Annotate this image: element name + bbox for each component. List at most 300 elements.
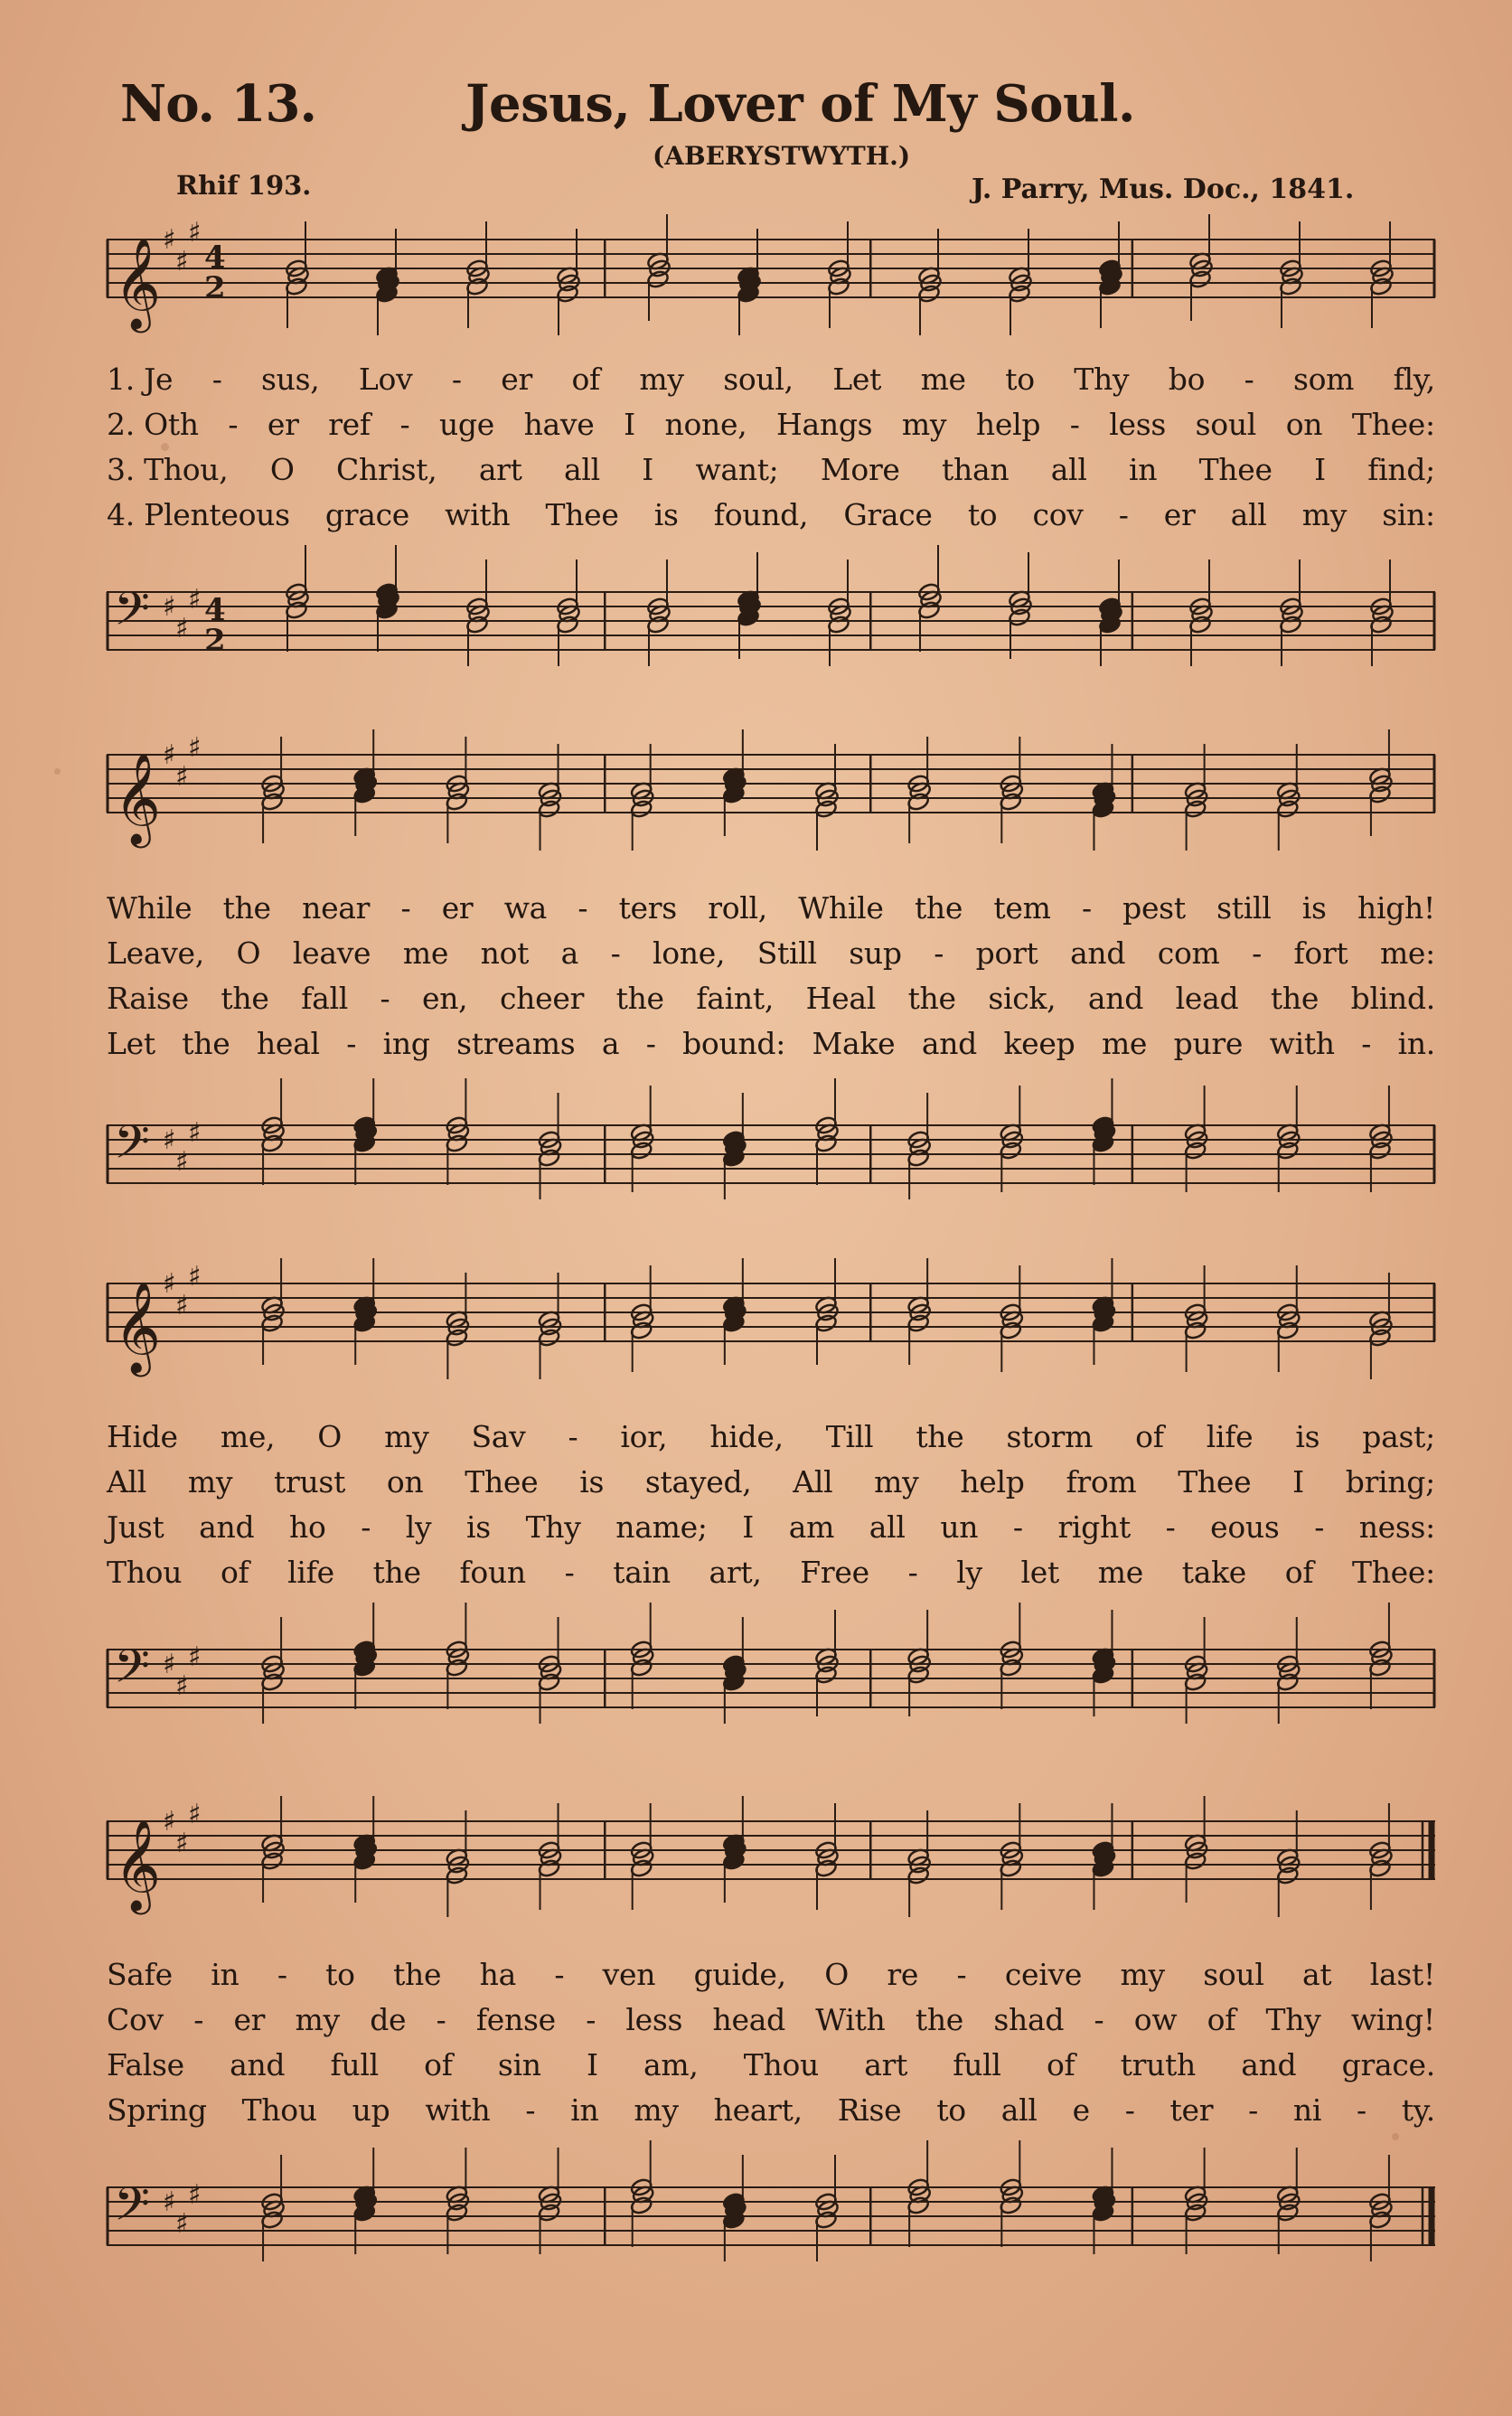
lyric-syllable: all [564, 452, 600, 487]
time-signature-top: 4 [204, 240, 226, 276]
sharp-icon: ♯ [163, 1124, 176, 1156]
lyric-syllable: All [793, 1464, 833, 1499]
lyric-syllable: Grace [843, 497, 933, 532]
tune-name: (ABERYSTWYTH.) [653, 141, 911, 171]
sharp-icon: ♯ [188, 732, 202, 764]
bass-clef-icon: 𝄢 [114, 1639, 150, 1705]
lyric-syllable: leave [292, 935, 371, 971]
lyric-syllable: fall [301, 981, 348, 1016]
lyric-syllable: and [1087, 981, 1144, 1016]
hyphen: - [451, 362, 462, 397]
lyric-syllable: pure [1173, 1026, 1244, 1061]
lyric-syllable: at [1302, 1957, 1332, 1992]
lyric-syllable: Thou [743, 2047, 819, 2082]
lyric-syllable: near [302, 890, 371, 926]
hyphen: - [399, 407, 410, 442]
lyric-syllable: Just [107, 1509, 164, 1545]
lyric-syllable: my [295, 2002, 340, 2037]
hyphen: - [1118, 497, 1129, 532]
lyric-syllable: head [712, 2002, 785, 2037]
hyphen: - [645, 1026, 656, 1061]
sharp-icon: ♯ [188, 1117, 202, 1149]
lyric-syllable: and [199, 1509, 255, 1545]
lyric-syllable: ven [602, 1957, 656, 1992]
paper-spot [54, 768, 61, 775]
lyric-syllable: ho [288, 1509, 326, 1545]
lyric-syllable: er [441, 890, 474, 926]
lyric-syllable: I [642, 452, 654, 487]
lyric-syllable: de [370, 2002, 407, 2037]
lyric-syllable: life [287, 1555, 334, 1590]
lyric-syllable: Thy [1074, 362, 1130, 397]
lyric-syllable: a [560, 935, 579, 971]
lyric-syllable: Thy [1265, 2002, 1321, 2037]
lyric-line-verse-4 [107, 1555, 1435, 1590]
hymn-title: Jesus, Lover of My Soul. [465, 74, 1136, 134]
lyric-syllable: the [221, 981, 269, 1016]
lyric-line-verse-2 [107, 935, 1435, 971]
lyric-syllable: my [1120, 1957, 1165, 1992]
lyric-syllable: O [824, 1957, 850, 1992]
lyric-syllable: foun [459, 1555, 526, 1590]
lyric-syllable: O [236, 935, 261, 971]
lyric-syllable: name; [615, 1509, 708, 1545]
lyric-syllable: bring; [1345, 1464, 1435, 1499]
lyric-syllable: Thou [107, 1555, 183, 1590]
lyric-syllable: streams [456, 1026, 576, 1061]
lyric-syllable: 3. Thou, [107, 452, 229, 487]
lyric-syllable: is [1295, 1419, 1320, 1454]
bass-staff [107, 2147, 1435, 2300]
time-signature-top: 4 [204, 592, 226, 628]
lyric-syllable: Thee [1198, 452, 1273, 487]
lyric-syllable: me [920, 362, 966, 397]
lyric-syllable: I [624, 407, 635, 442]
lyric-syllable: Thee: [1351, 1555, 1435, 1590]
lyric-syllable: I [1314, 452, 1326, 487]
hyphen: - [380, 981, 390, 1016]
lyric-syllable: and [1070, 935, 1126, 971]
lyric-syllable: all [1050, 452, 1087, 487]
lyric-syllable: Raise [107, 981, 189, 1016]
lyric-syllable: on [386, 1464, 424, 1499]
hyphen: - [1165, 1509, 1176, 1545]
lyric-syllable: I [742, 1509, 755, 1545]
lyric-syllable: Cov [107, 2002, 164, 2037]
lyric-line-verse-3 [107, 981, 1435, 1016]
lyric-syllable: a [601, 1026, 620, 1061]
lyric-syllable: let [1020, 1555, 1059, 1590]
hyphen: - [1012, 1509, 1023, 1545]
lyric-syllable: stayed, [644, 1464, 752, 1499]
lyric-syllable: bo [1168, 362, 1206, 397]
lyric-syllable: fort [1293, 935, 1348, 971]
lyric-syllable: the [914, 890, 963, 926]
lyric-syllable: cov [1032, 497, 1084, 532]
sharp-icon: ♯ [163, 1806, 176, 1838]
treble-clef-icon: 𝄞 [114, 1818, 162, 1911]
lyric-syllable: tem [993, 890, 1051, 926]
sharp-icon: ♯ [175, 246, 189, 277]
lyric-syllable: art [478, 452, 522, 487]
lyric-syllable: wing! [1350, 2002, 1435, 2037]
lyric-syllable: in. [1397, 1026, 1435, 1061]
lyric-syllable: up [352, 2092, 390, 2128]
lyric-syllable: re [887, 1957, 919, 1992]
lyric-syllable: help [960, 1464, 1025, 1499]
lyric-syllable: in [1128, 452, 1158, 487]
lyric-syllable: fly, [1393, 362, 1435, 397]
lyric-syllable: faint, [696, 981, 775, 1016]
lyric-line-verse-1 [107, 1957, 1435, 1992]
lyric-syllable: Thee [465, 1464, 539, 1499]
bass-clef-icon: 𝄢 [114, 2176, 150, 2242]
hyphen: - [578, 890, 588, 926]
lyric-syllable: Sav [471, 1419, 526, 1454]
lyric-syllable: the [222, 890, 271, 926]
lyric-syllable: full [330, 2047, 379, 2082]
lyric-syllable: is [466, 1509, 491, 1545]
lyric-syllable: last! [1369, 1957, 1435, 1992]
lyric-syllable: lone, [652, 935, 726, 971]
lyric-syllable: of [1207, 2002, 1236, 2037]
lyric-syllable: ty. [1401, 2092, 1435, 2128]
lyric-syllable: soul [1195, 407, 1257, 442]
lyric-syllable: Let [107, 1026, 155, 1061]
lyric-syllable: ceive [1004, 1957, 1083, 1992]
lyric-syllable: grace. [1341, 2047, 1435, 2082]
hyphen: - [361, 1509, 371, 1545]
hyphen: - [568, 1419, 578, 1454]
lyric-syllable: the [615, 981, 664, 1016]
sharp-icon: ♯ [188, 2179, 202, 2211]
lyric-syllable: less [625, 2002, 683, 2037]
lyric-line-verse-2 [107, 1464, 1435, 1499]
hymn-number: No. 13. [120, 74, 316, 134]
hyphen: - [277, 1957, 287, 1992]
lyric-syllable: er [501, 362, 532, 397]
lyric-syllable: Let [832, 362, 882, 397]
lyric-syllable: Heal [805, 981, 876, 1016]
hyphen: - [1244, 362, 1254, 397]
lyric-syllable: With [815, 2002, 886, 2037]
sharp-icon: ♯ [163, 2186, 176, 2218]
lyric-syllable: art [864, 2047, 908, 2082]
lyric-syllable: Thou [241, 2092, 317, 2128]
hyphen: - [1124, 2092, 1135, 2128]
lyric-syllable: less [1109, 407, 1167, 442]
sharp-icon: ♯ [175, 1670, 189, 1702]
sharp-icon: ♯ [175, 1146, 189, 1178]
lyric-syllable: un [940, 1509, 979, 1545]
lyric-syllable: roll, [708, 890, 767, 926]
lyric-syllable: ter [1169, 2092, 1214, 2128]
lyric-syllable: Till [825, 1419, 874, 1454]
lyric-syllable: take [1181, 1555, 1246, 1590]
lyric-syllable: Hangs [776, 407, 873, 442]
lyric-syllable: all [869, 1509, 906, 1545]
lyric-line-verse-3 [107, 1509, 1435, 1545]
treble-staff [107, 1799, 1435, 1943]
lyric-syllable: Thee: [1351, 407, 1435, 442]
sharp-icon: ♯ [163, 224, 176, 256]
lyric-syllable: heart, [713, 2092, 803, 2128]
lyric-line-verse-1 [107, 1419, 1435, 1454]
sharp-icon: ♯ [175, 1828, 189, 1859]
lyric-syllable: Thee [545, 497, 619, 532]
lyric-syllable: Still [756, 935, 817, 971]
lyric-syllable: with [445, 497, 511, 532]
bass-staff [107, 1609, 1435, 1763]
lyric-syllable: of [1046, 2047, 1075, 2082]
lyric-syllable: sus, [261, 362, 320, 397]
lyric-syllable: right [1057, 1509, 1131, 1545]
lyric-syllable: with [1269, 1026, 1335, 1061]
lyric-syllable: my [384, 1419, 429, 1454]
lyric-syllable: 4. Plenteous [107, 497, 290, 532]
lyric-syllable: sin [497, 2047, 541, 2082]
lyric-syllable: all [1230, 497, 1267, 532]
lyric-syllable: While [798, 890, 884, 926]
lyric-syllable: past; [1362, 1419, 1435, 1454]
lyric-syllable: pest [1122, 890, 1186, 926]
lyric-syllable: uge [438, 407, 494, 442]
lyric-syllable: fense [475, 2002, 556, 2037]
lyric-syllable: ly [956, 1555, 982, 1590]
bass-staff [107, 551, 1435, 705]
lyric-syllable: am [788, 1509, 835, 1545]
hyphen: - [1357, 2092, 1366, 2128]
hyphen: - [211, 362, 222, 397]
lyric-syllable: than [942, 452, 1010, 487]
lyric-syllable: art, [709, 1555, 762, 1590]
lyric-syllable: have [523, 407, 595, 442]
lyric-syllable: to [936, 2092, 966, 2128]
lyric-syllable: found, [713, 497, 809, 532]
lyric-line-verse-3 [107, 452, 1435, 487]
sharp-icon: ♯ [163, 591, 176, 623]
paper-spot [161, 443, 169, 451]
meter-reference: Rhif 193. [176, 170, 312, 201]
lyric-syllable: ow [1133, 2002, 1178, 2037]
lyric-syllable: full [953, 2047, 1001, 2082]
lyric-syllable: high! [1357, 890, 1435, 926]
lyric-syllable: keep [1003, 1026, 1075, 1061]
lyric-syllable: the [916, 1419, 964, 1454]
lyric-syllable: e [1072, 2092, 1090, 2128]
lyric-syllable: me, [220, 1419, 276, 1454]
lyric-syllable: the [372, 1555, 421, 1590]
lyric-syllable: trust [274, 1464, 346, 1499]
lyric-syllable: on [1285, 407, 1323, 442]
lyric-syllable: the [915, 2002, 964, 2037]
lyric-syllable: sup [849, 935, 902, 971]
lyric-syllable: sin: [1382, 497, 1435, 532]
lyric-syllable: heal [256, 1026, 320, 1061]
lyric-syllable: and [1241, 2047, 1297, 2082]
lyric-syllable: me [1097, 1555, 1143, 1590]
lyric-syllable: of [571, 362, 600, 397]
sharp-icon: ♯ [188, 584, 202, 616]
bass-staff [107, 1085, 1435, 1238]
lyric-syllable: Safe [107, 1957, 173, 1992]
treble-staff [107, 1261, 1435, 1405]
sharp-icon: ♯ [188, 1261, 202, 1293]
sharp-icon: ♯ [175, 1290, 189, 1321]
bass-clef-icon: 𝄢 [114, 1114, 150, 1180]
lyric-syllable: grace [324, 497, 410, 532]
lyric-syllable: is [579, 1464, 605, 1499]
lyric-syllable: soul, [723, 362, 794, 397]
lyric-syllable: lead [1175, 981, 1239, 1016]
lyric-syllable: in [570, 2092, 599, 2128]
treble-staff [107, 732, 1435, 877]
sharp-icon: ♯ [188, 1799, 202, 1830]
lyric-syllable: the [1270, 981, 1319, 1016]
lyric-syllable: am, [643, 2047, 699, 2082]
lyric-syllable: More [820, 452, 900, 487]
paper-spot [1392, 2133, 1399, 2140]
lyric-syllable: ly [405, 1509, 432, 1545]
lyric-syllable: I [1292, 1464, 1304, 1499]
lyric-syllable: me [402, 935, 449, 971]
hyphen: - [193, 2002, 204, 2037]
lyric-syllable: help [975, 407, 1041, 442]
lyric-line-verse-1 [107, 890, 1435, 926]
lyric-syllable: While [107, 890, 193, 926]
lyric-syllable: is [1301, 890, 1327, 926]
hyphen: - [554, 1957, 565, 1992]
lyric-syllable: som [1292, 362, 1355, 397]
lyric-syllable: ref [328, 407, 371, 442]
lyric-syllable: my [1301, 497, 1348, 532]
hyphen: - [934, 935, 944, 971]
lyric-syllable: to [1005, 362, 1035, 397]
lyric-line-verse-2 [107, 407, 1435, 442]
hyphen: - [586, 2002, 596, 2037]
lyric-syllable: soul [1203, 1957, 1264, 1992]
lyric-syllable: er [233, 2002, 266, 2037]
lyric-syllable: Leave, [107, 935, 204, 971]
lyric-syllable: hide, [709, 1419, 784, 1454]
hyphen: - [436, 2002, 446, 2037]
lyric-syllable: Make [812, 1026, 896, 1061]
lyric-syllable: not [480, 935, 530, 971]
lyric-syllable: the [182, 1026, 230, 1061]
lyric-line-verse-4 [107, 2092, 1435, 2128]
bass-clef-icon: 𝄢 [114, 581, 150, 647]
lyric-syllable: ior, [620, 1419, 668, 1454]
treble-clef-icon: 𝄞 [114, 1280, 162, 1373]
lyric-syllable: ness: [1358, 1509, 1435, 1545]
lyric-syllable: 1. Je [107, 362, 174, 397]
lyric-syllable: cheer [499, 981, 585, 1016]
sharp-icon: ♯ [188, 1641, 202, 1673]
lyric-syllable: ha [479, 1957, 516, 1992]
lyric-syllable: I [586, 2047, 598, 2082]
lyric-syllable: to [325, 1957, 355, 1992]
lyric-syllable: er [1163, 497, 1196, 532]
lyric-syllable: Christ, [336, 452, 437, 487]
hyphen: - [1069, 407, 1080, 442]
lyric-syllable: blind. [1350, 981, 1435, 1016]
lyric-syllable: en, [422, 981, 468, 1016]
lyric-syllable: Spring [107, 2092, 207, 2128]
lyric-syllable: storm [1006, 1419, 1094, 1454]
hyphen: - [956, 1957, 967, 1992]
sharp-icon: ♯ [175, 613, 189, 644]
sharp-icon: ♯ [175, 2208, 189, 2240]
lyric-syllable: my [874, 1464, 919, 1499]
lyric-syllable: ing [382, 1026, 430, 1061]
lyric-syllable: guide, [693, 1957, 786, 1992]
lyric-syllable: the [393, 1957, 442, 1992]
lyric-syllable: find; [1367, 452, 1435, 487]
lyric-syllable: wa [503, 890, 548, 926]
hyphen: - [1361, 1026, 1372, 1061]
lyric-syllable: still [1216, 890, 1272, 926]
lyric-syllable: and [230, 2047, 286, 2082]
lyric-syllable: Rise [837, 2092, 902, 2128]
lyric-syllable: All [107, 1464, 147, 1499]
treble-clef-icon: 𝄞 [114, 236, 162, 329]
lyric-syllable: of [424, 2047, 453, 2082]
lyric-syllable: O [317, 1419, 343, 1454]
lyric-syllable: tain [613, 1555, 671, 1590]
lyric-syllable: the [907, 981, 956, 1016]
hyphen: - [1252, 935, 1262, 971]
lyric-syllable: and [921, 1026, 977, 1061]
lyric-syllable: my [187, 1464, 233, 1499]
lyric-syllable: all [1000, 2092, 1038, 2128]
lyric-line-verse-3 [107, 2047, 1435, 2082]
lyric-syllable: shad [993, 2002, 1065, 2037]
lyric-syllable: of [1135, 1419, 1164, 1454]
lyric-syllable: Thy [525, 1509, 581, 1545]
lyric-syllable: me [1101, 1026, 1148, 1061]
lyric-syllable: of [220, 1555, 249, 1590]
lyric-syllable: Lov [358, 362, 413, 397]
lyric-syllable: none, [664, 407, 747, 442]
lyric-syllable: want; [695, 452, 779, 487]
sharp-icon: ♯ [163, 739, 176, 771]
lyric-syllable: False [107, 2047, 184, 2082]
lyric-syllable: er [267, 407, 299, 442]
lyric-syllable: life [1206, 1419, 1254, 1454]
lyric-syllable: is [653, 497, 679, 532]
hyphen: - [564, 1555, 575, 1590]
lyric-line-verse-1 [107, 362, 1435, 397]
hyphen: - [1314, 1509, 1325, 1545]
lyric-syllable: me: [1379, 935, 1435, 971]
lyric-syllable: Hide [107, 1419, 178, 1454]
lyric-syllable: to [967, 497, 998, 532]
lyric-syllable: eous [1210, 1509, 1280, 1545]
lyric-line-verse-2 [107, 2002, 1435, 2037]
sharp-icon: ♯ [188, 217, 202, 249]
lyric-syllable: my [634, 2092, 679, 2128]
hyphen: - [610, 935, 621, 971]
lyric-syllable: port [975, 935, 1038, 971]
lyric-syllable: of [1284, 1555, 1314, 1590]
sharp-icon: ♯ [175, 761, 189, 793]
hyphen: - [907, 1555, 918, 1590]
lyric-syllable: Free [800, 1555, 869, 1590]
hyphen: - [1094, 2002, 1104, 2037]
time-signature-bottom: 2 [204, 270, 226, 306]
treble-clef-icon: 𝄞 [114, 751, 162, 844]
lyric-syllable: in [211, 1957, 239, 1992]
